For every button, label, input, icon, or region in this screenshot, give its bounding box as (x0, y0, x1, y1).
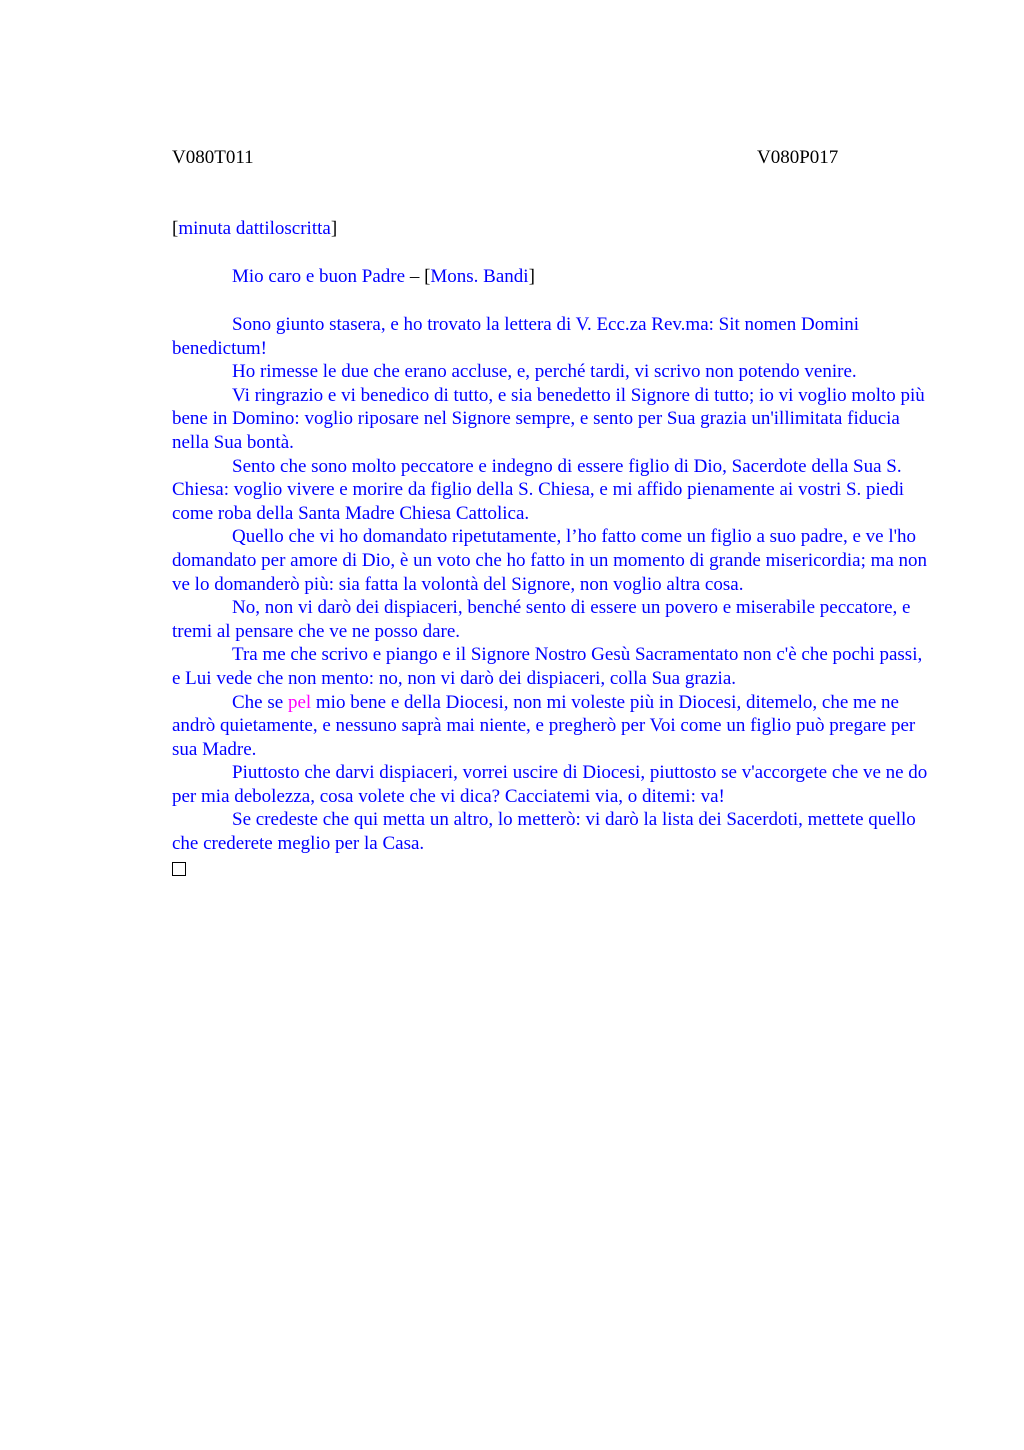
salutation-text: Mio caro e buon Padre (232, 266, 406, 287)
note-open-bracket: [ (172, 218, 179, 239)
letter-paragraph: Sono giunto stasera, e ho trovato la lettera di V. Ecc.za Rev.ma: Sit nomen Domini benedictum! (172, 314, 860, 359)
letter-paragraph: Ho rimesse le due che erano accluse, e, perché tardi, vi scrivo non potendo venire. (232, 361, 857, 383)
letter-paragraph-pel (172, 691, 930, 762)
typescript-note (172, 217, 337, 241)
letter-salutation (232, 265, 535, 289)
letter-paragraph: Quello che vi ho domandato ripetutamente, l’ho fatto come un figlio a suo padre, e ve l'ho domandato per amore di Dio, è un voto che ho fatto in un momento di grande misericordia; ma non ve lo domanderò più: sia fatta la volontà del Signore, non voglio altra cosa. (172, 526, 928, 595)
salutation-dash: – (405, 266, 425, 287)
empty-square-icon (172, 862, 186, 876)
letter-paragraph: Sento che sono molto peccatore e indegno di essere figlio di Dio, Sacerdote della Sua S. Chiesa: voglio vivere e morire da figlio della S. Chiesa, e mi affido pienamente ai vostri S. piedi come roba della Santa Madre Chiesa Cattolica. (172, 455, 905, 524)
pel-before: Che se (232, 691, 288, 713)
document-code-right: V080P017 (757, 147, 839, 168)
recipient-open-bracket: [ (424, 266, 431, 287)
letter-paragraph: Se credeste che qui metta un altro, lo metterò: vi darò la lista dei Sacerdoti, mettete quello che crederete meglio per la Casa. (172, 809, 916, 855)
recipient-close-bracket: ] (528, 266, 535, 287)
document-code-left: V080T011 (172, 147, 254, 168)
letter-paragraph: Piuttosto che darvi dispiaceri, vorrei uscire di Diocesi, piuttosto se v'accorgete che ve ne do per mia debolezza, cosa volete che vi dica? Cacciatemi via, o ditemi: va! (172, 762, 928, 807)
letter-paragraph: Tra me che scrivo e piango e il Signore Nostro Gesù Sacramentato non c'è che pochi passi, e Lui vede che non mento: no, non vi darò dei dispiaceri, colla Sua grazia. (172, 644, 923, 689)
highlighted-word: pel (287, 691, 312, 713)
letter-paragraph: No, non vi darò dei dispiaceri, benché sento di essere un povero e miserabile peccatore, e tremi al pensare che ve ne posso dare. (172, 597, 911, 642)
pel-after: mio bene e della Diocesi, non mi voleste più in Diocesi, ditemelo, che me ne andrò quietamente, e nessuno saprà mai niente, e pregherò per Voi come un figlio può pregare per sua Madre. (172, 691, 916, 760)
salutation-recipient: Mons. Bandi (430, 266, 529, 287)
letter-body (172, 313, 930, 876)
note-close-bracket: ] (330, 218, 338, 239)
note-text: minuta dattiloscritta (178, 218, 331, 239)
letter-paragraph: Vi ringrazio e vi benedico di tutto, e sia benedetto il Signore di tutto; io vi voglio molto più bene in Domino: voglio riposare nel Signore sempre, e sento per Sua grazia un'illimitata fiducia nella Sua bontà. (172, 384, 925, 453)
